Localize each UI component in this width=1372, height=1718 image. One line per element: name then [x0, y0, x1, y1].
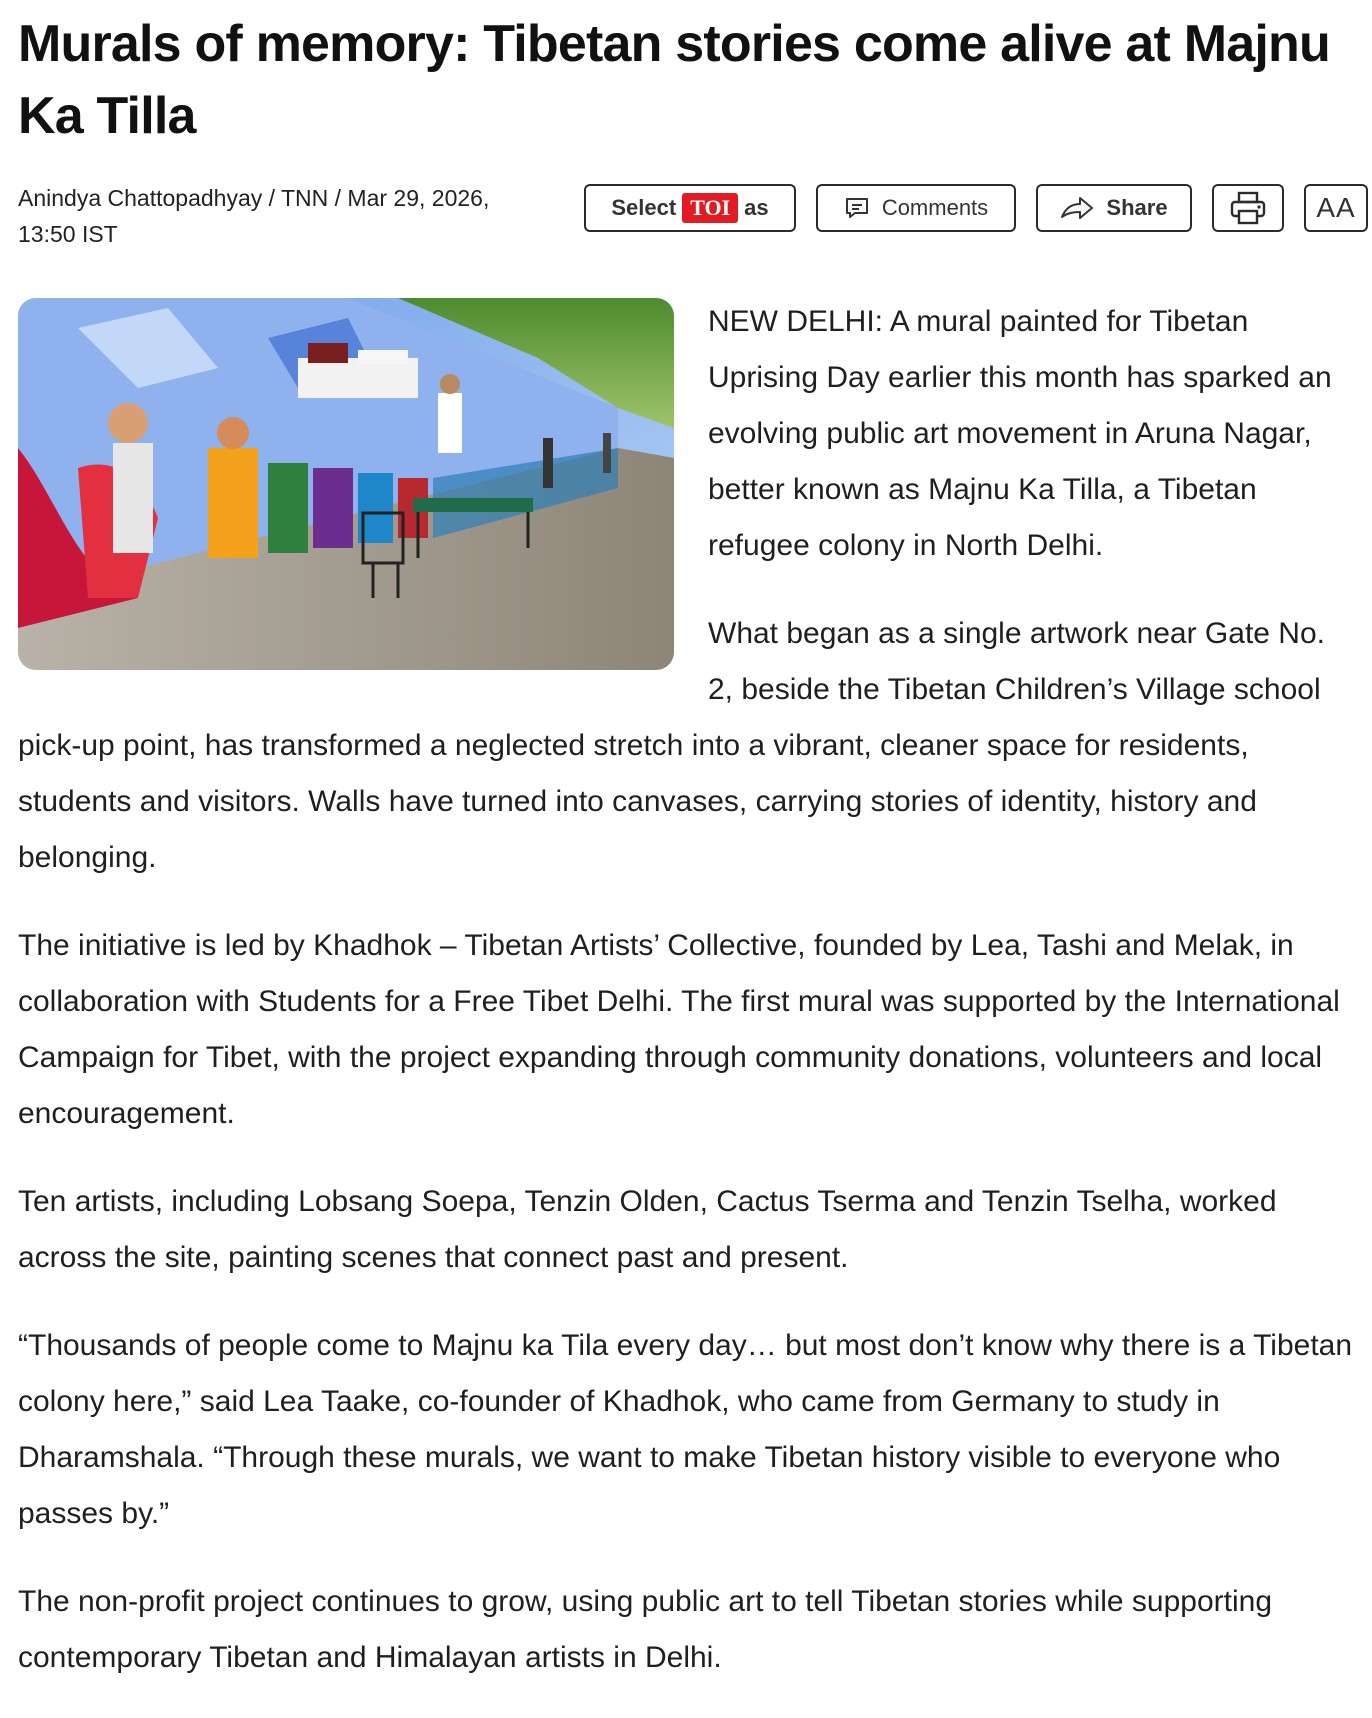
- paragraph-4: Ten artists, including Lobsang Soepa, Tenzin Olden, Cactus Tserma and Tenzin Tselha, worked across the site, painting scenes that connect past and present.: [18, 1185, 1277, 1274]
- paragraph-5: “Thousands of people come to Majnu ka Tila every day… but most don’t know why there is a Tibetan colony here,” said Lea Taake, co-founder of Khadhok, who came from Germany to study in Dharamshala. “Through these murals, we want to make Tibetan history visible to everyone who passes by.”: [18, 1329, 1353, 1530]
- byline: Anindya Chattopadhyay / TNN / Mar 29, 2026, 13:50 IST: [18, 185, 490, 247]
- print-button[interactable]: [1212, 184, 1284, 232]
- paragraph-6: The non-profit project continues to grow, using public art to tell Tibetan stories while supporting contemporary Tibetan and Himalayan artists in Delhi.: [18, 1585, 1273, 1674]
- comments-label: Comments: [881, 195, 989, 220]
- select-toi-preferred-source-button[interactable]: [584, 184, 796, 232]
- comment-bubble-icon: [844, 196, 870, 220]
- share-button[interactable]: [1036, 184, 1192, 232]
- paragraph-3: The initiative is led by Khadhok – Tibetan Artists’ Collective, founded by Lea, Tashi and Melak, in collaboration with Students for a Free Tibet Delhi. The first mural was supported by the International Campaign for Tibet, with the project expanding through community donations, volunteers and local encouragement.: [18, 929, 1340, 1130]
- printer-icon: [1229, 190, 1267, 226]
- article-toolbar: [584, 184, 1368, 232]
- paragraph-1: NEW DELHI: A mural painted for Tibetan Uprising Day earlier this month has sparked an evolving public art movement in Aruna Nagar, better known as Majnu Ka Tilla, a Tibetan refugee colony in North Delhi.: [708, 305, 1332, 562]
- paragraph-2: What began as a single artwork near Gate No. 2, beside the Tibetan Children’s Village school pick-up point, has transformed a neglected stretch into a vibrant, cleaner space for residents, students and visitors. Walls have turned into canvases, carrying stories of identity, history and belonging.: [18, 617, 1325, 874]
- text-size-button[interactable]: AA: [1304, 184, 1368, 232]
- mural-photo: [18, 298, 674, 670]
- meta-row: [18, 180, 1354, 290]
- article-image[interactable]: [18, 298, 674, 670]
- share-label: Share: [1106, 195, 1168, 220]
- toi-logo: TOI: [682, 193, 738, 223]
- select-prefix: Select: [611, 195, 677, 220]
- article-page: [18, 0, 1354, 1718]
- share-arrow-icon: [1060, 196, 1094, 220]
- article-body: [18, 294, 1354, 1686]
- article-headline: Murals of memory: Tibetan stories come alive at Majnu Ka Tilla: [18, 15, 1330, 145]
- select-suffix: as: [744, 195, 769, 220]
- comments-button[interactable]: [816, 184, 1016, 232]
